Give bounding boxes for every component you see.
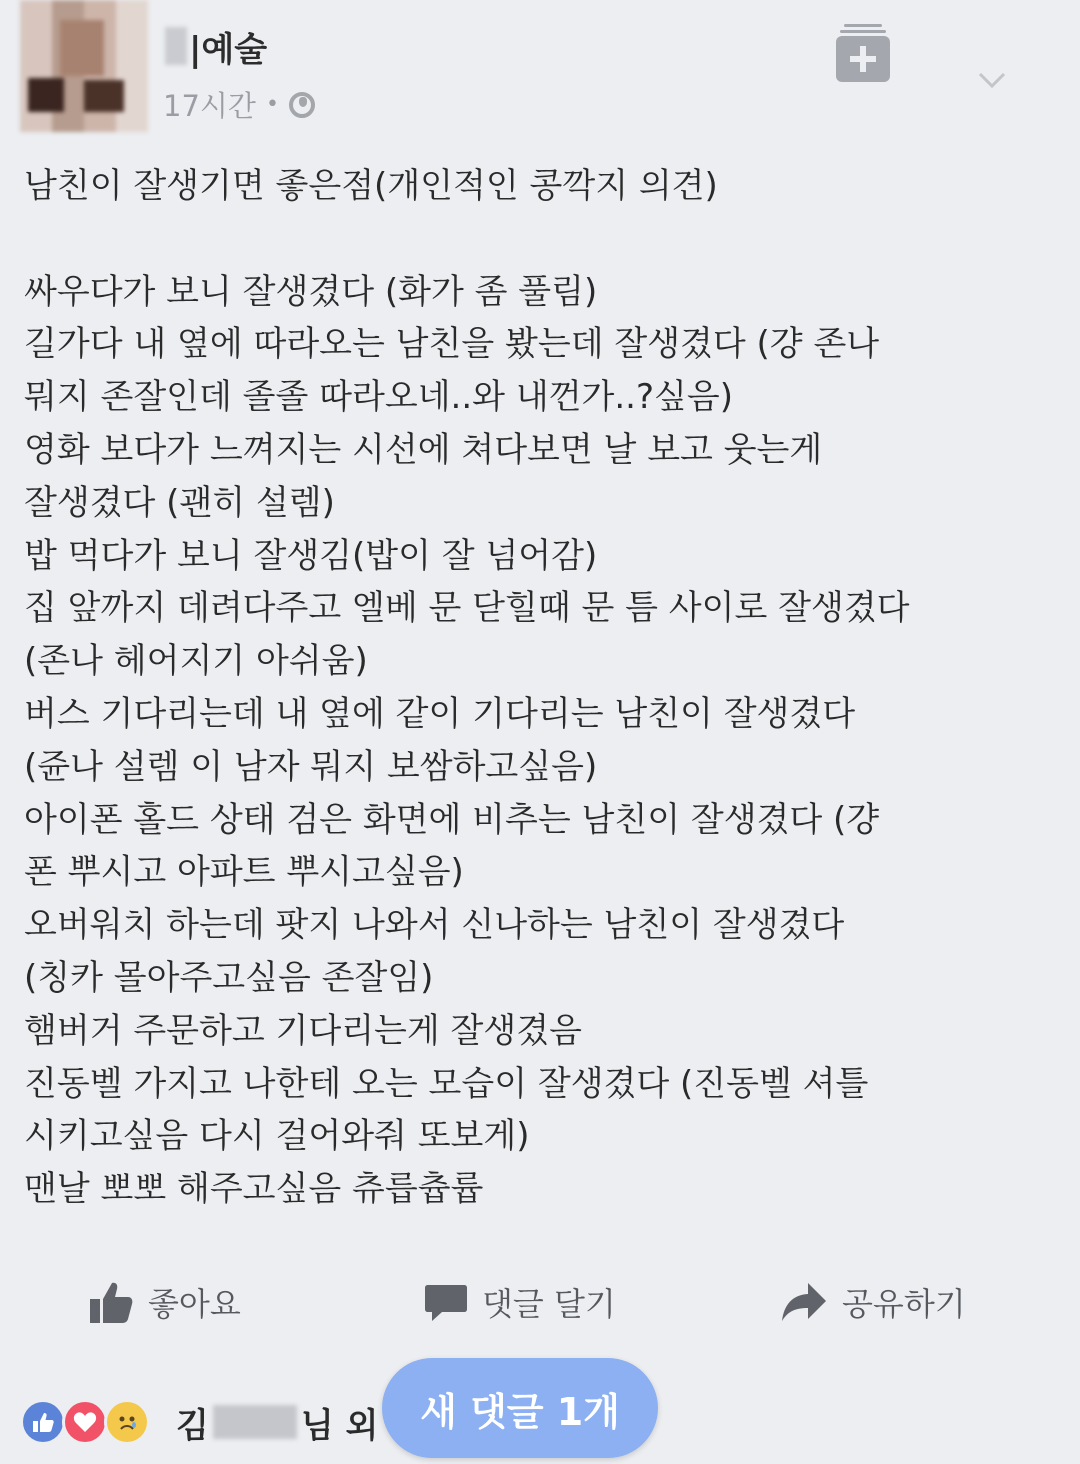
comment-button[interactable] [424,1270,616,1334]
meta-separator: • [265,92,279,117]
share-button[interactable] [780,1270,966,1334]
post-line: 집 앞까지 데려다주고 엘베 문 닫힐때 문 틈 사이로 잘생겼다 [24,588,910,629]
reactors-text[interactable] [176,1398,378,1447]
author-row[interactable] [165,22,267,70]
post-line: 오버워치 하는데 팟지 나와서 신나하는 남친이 잘생겼다 [24,905,845,946]
comment-bubble-icon [424,1281,468,1323]
share-arrow-icon [780,1281,828,1323]
save-icon[interactable] [836,22,890,84]
post-line: 폰 뿌시고 아파트 뿌시고싶음) [24,852,464,893]
thumbs-up-icon [88,1279,134,1325]
love-reaction-icon [62,1399,108,1445]
like-label: 좋아요 [148,1285,241,1323]
post-line: 싸우다가 보니 잘생겼다 (화가 좀 풀림) [24,271,598,312]
like-button[interactable] [88,1270,241,1334]
post-line: (칭카 몰아주고싶음 존잘임) [24,957,434,998]
action-bar [0,1270,1080,1334]
post-line: 맨날 뽀뽀 해주고싶음 츄릅츕륩 [24,1169,484,1210]
reactor-name-suffix: 님 외 [300,1405,379,1446]
post-line: (존나 헤어지기 아쉬움) [24,641,368,682]
sad-reaction-icon [104,1399,150,1445]
post-blank-line [24,213,1064,266]
post-meta [163,84,315,125]
post-time[interactable]: 17시간 [163,89,256,123]
post-line: 버스 기다리는데 내 옆에 같이 기다리는 남친이 잘생겼다 [24,693,856,734]
author-name[interactable]: |예술 [189,29,268,70]
reactor-name-first: 김 [176,1405,209,1446]
post-line: 아이폰 홀드 상태 검은 화면에 비추는 남친이 잘생겼다 (걍 [24,799,880,840]
post-line: 잘생겼다 (괜히 설렘) [24,482,335,523]
post-line: 진동벨 가지고 나한테 오는 모습이 잘생겼다 (진동벨 셔틀 [24,1063,869,1104]
like-reaction-icon [20,1399,66,1445]
post-line: 뭐지 존잘인데 졸졸 따라오네..와 내껀가..?싶음) [24,377,733,418]
post-line: 길가다 내 옆에 따라오는 남친을 봤는데 잘생겼다 (걍 존나 [24,324,880,365]
globe-icon [289,92,315,118]
reactor-name-blur [213,1405,297,1439]
comment-label: 댓글 달기 [482,1285,616,1323]
post-line: 남친이 잘생기면 좋은점(개인적인 콩깍지 의견) [24,166,718,206]
post-line: 햄버거 주문하고 기다리는게 잘생겼음 [24,1010,582,1051]
post-line: 영화 보다가 느껴지는 시선에 쳐다보면 날 보고 웃는게 [24,429,823,470]
post-line: 밥 먹다가 보니 잘생김(밥이 잘 넘어감) [24,535,598,576]
new-comment-pill[interactable]: 새 댓글 1개 [382,1358,658,1458]
post-line: (쥰나 설렘 이 남자 뭐지 보쌈하고싶음) [24,746,598,787]
post-body [24,160,1064,1216]
post-line: 시키고싶음 다시 걸어와줘 또보게) [24,1116,530,1157]
author-name-blur [165,27,187,65]
avatar[interactable] [20,0,148,132]
share-label: 공유하기 [842,1285,966,1323]
chevron-down-icon[interactable] [976,64,1008,96]
reactions-summary[interactable] [20,1392,378,1452]
